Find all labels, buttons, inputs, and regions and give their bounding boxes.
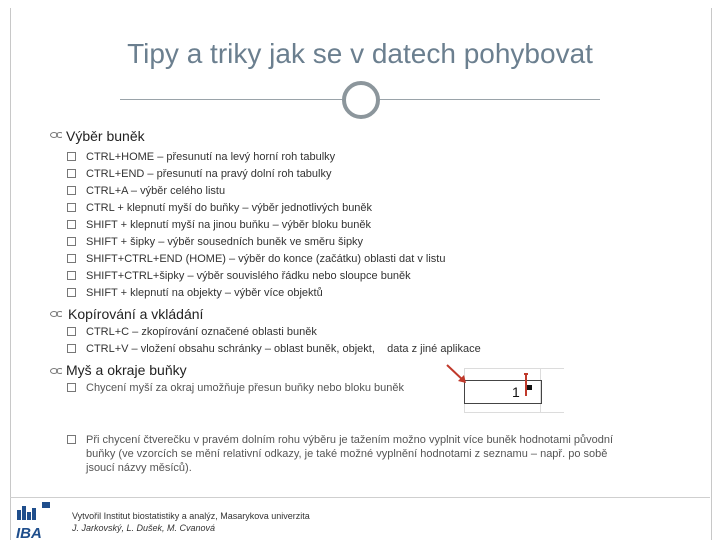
- list-bullet-icon: [67, 203, 77, 215]
- section-heading-vyber-bunek: Výběr buněk: [66, 128, 145, 144]
- section-heading-mys-okraje: Myš a okraje buňky: [66, 362, 187, 378]
- footer-divider: [10, 497, 710, 498]
- section-bullet-icon: [50, 309, 62, 319]
- divider-circle-icon: [342, 81, 380, 119]
- section-heading-kopirovani: Kopírování a vkládání: [68, 306, 204, 322]
- list-item-continuation: buňky (ve vzorcích se mění relativní odkazy, je také možné vyplnění hodnotami z seznamu – např. po sobě: [86, 448, 608, 460]
- list-item: SHIFT + klepnutí myší na jinou buňku – výběr bloku buněk: [86, 219, 372, 231]
- section-bullet-icon: [50, 366, 62, 376]
- list-item: CTRL+HOME – přesunutí na levý horní roh tabulky: [86, 151, 336, 163]
- list-item: Při chycení čtverečku v pravém dolním rohu výběru je tažením možno vyplnit více buněk hodnotami původní: [86, 434, 614, 446]
- fill-cursor-icon: [520, 372, 544, 402]
- list-bullet-icon: [67, 344, 77, 356]
- list-bullet-icon: [67, 254, 77, 266]
- list-item: CTRL + klepnutí myší do buňky – výběr jednotlivých buněk: [86, 202, 373, 214]
- list-item-continuation: jsoucí názvy měsíců).: [86, 462, 192, 474]
- list-bullet-icon: [67, 152, 77, 164]
- cell-value: 1: [512, 384, 520, 400]
- list-bullet-icon: [67, 435, 77, 447]
- list-item: SHIFT+CTRL+šipky – výběr souvislého řádku nebo sloupce buněk: [86, 270, 411, 282]
- list-bullet-icon: [67, 186, 77, 198]
- list-item: SHIFT+CTRL+END (HOME) – výběr do konce (začátku) oblasti dat v listu: [86, 253, 446, 265]
- cell-gridline: [464, 412, 564, 413]
- list-bullet-icon: [67, 220, 77, 232]
- footer-line-authors: J. Jarkovský, L. Dušek, M. Cvanová: [72, 523, 216, 533]
- list-bullet-icon: [67, 288, 77, 300]
- list-bullet-icon: [67, 383, 77, 395]
- list-item: SHIFT + šipky – výběr sousedních buněk ve směru šipky: [86, 236, 364, 248]
- list-bullet-icon: [67, 237, 77, 249]
- list-item: SHIFT + klepnutí na objekty – výběr více objektů: [86, 287, 323, 299]
- footer-credits: [72, 510, 310, 534]
- logo-text: IBA: [16, 525, 42, 540]
- move-cursor-icon: [445, 362, 469, 386]
- footer-line-institute: Vytvořil Institut biostatistiky a analýz, Masarykova univerzita: [72, 511, 310, 521]
- list-item: CTRL+V – vložení obsahu schránky – oblast buněk, objekt, data z jiné aplikace: [86, 343, 481, 355]
- title-divider-right: [378, 99, 600, 100]
- list-bullet-icon: [67, 327, 77, 339]
- list-item: CTRL+C – zkopírování označené oblasti buněk: [86, 326, 317, 338]
- cell-gridline: [464, 368, 564, 369]
- list-item: Chycení myší za okraj umožňuje přesun buňky nebo bloku buněk: [86, 382, 404, 394]
- title-divider-left: [120, 99, 342, 100]
- section-bullet-icon: [50, 130, 62, 140]
- slide-title: Tipy a triky jak se v datech pohybovat: [127, 38, 593, 69]
- list-item: CTRL+END – přesunutí na pravý dolní roh tabulky: [86, 168, 332, 180]
- list-bullet-icon: [67, 169, 77, 181]
- list-bullet-icon: [67, 271, 77, 283]
- iba-logo: [12, 500, 56, 540]
- list-item: CTRL+A – výběr celého listu: [86, 185, 226, 197]
